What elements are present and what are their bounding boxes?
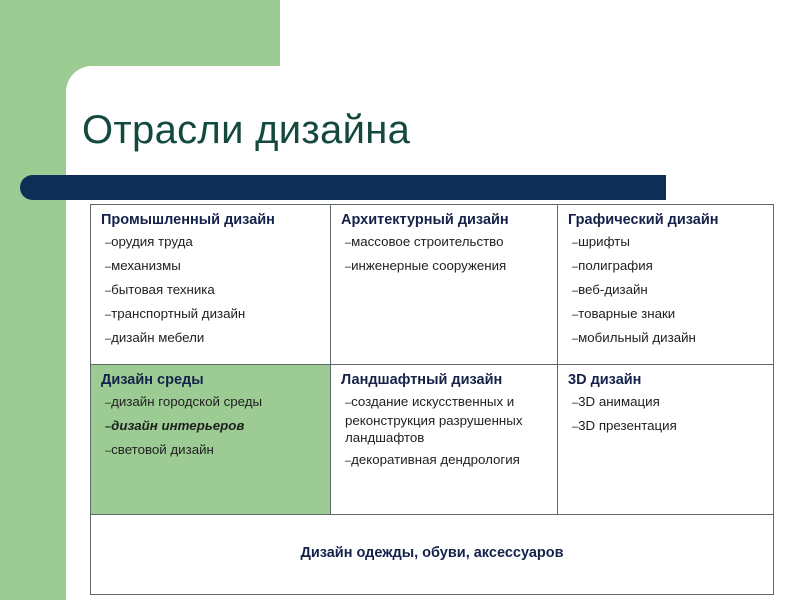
cell-environment-design xyxy=(91,365,331,515)
table-row xyxy=(91,515,774,595)
table-row xyxy=(91,365,774,515)
list-item: – веб-дизайн xyxy=(568,281,763,300)
list-item: – массовое строительство xyxy=(341,233,547,252)
cell-3d-design xyxy=(558,365,774,515)
list-item: – полиграфия xyxy=(568,257,763,276)
list-item: – дизайн городской среды xyxy=(101,393,320,412)
list-item: – орудия труда xyxy=(101,233,320,252)
list-item: – механизмы xyxy=(101,257,320,276)
footer-cell-text: Дизайн одежды, обуви, аксессуаров xyxy=(300,545,564,561)
design-fields-table xyxy=(90,204,774,595)
title-underline-bar xyxy=(20,175,666,200)
list-item: – шрифты xyxy=(568,233,763,252)
cell-title: Дизайн среды xyxy=(101,372,204,388)
cell-title: Графический дизайн xyxy=(568,212,719,228)
list-item: – товарные знаки xyxy=(568,305,763,324)
cell-industrial-design xyxy=(91,205,331,365)
list-item: – мобильный дизайн xyxy=(568,329,763,348)
list-item: – бытовая техника xyxy=(101,281,320,300)
cell-architectural-design xyxy=(331,205,558,365)
list-item: – дизайн интерьеров xyxy=(101,417,320,436)
slide-title: Отрасли дизайна xyxy=(82,108,411,152)
cell-title: 3D дизайн xyxy=(568,372,642,388)
list-item: – декоративная дендрология xyxy=(341,451,547,470)
cell-landscape-design xyxy=(331,365,558,515)
list-item: – инженерные сооружения xyxy=(341,257,547,276)
list-item: – создание искусственных и реконструкция разрушенных ландшафтов xyxy=(341,393,547,446)
list-item: – световой дизайн xyxy=(101,441,320,460)
cell-title: Ландшафтный дизайн xyxy=(341,372,503,388)
cell-fashion-design xyxy=(91,515,774,595)
cell-title: Архитектурный дизайн xyxy=(341,212,509,228)
list-item: – 3D анимация xyxy=(568,393,763,412)
list-item: – 3D презентация xyxy=(568,417,763,436)
table-row xyxy=(91,205,774,365)
cell-graphic-design xyxy=(558,205,774,365)
list-item: – дизайн мебели xyxy=(101,329,320,348)
green-left-strip xyxy=(0,0,66,600)
cell-title: Промышленный дизайн xyxy=(101,212,275,228)
list-item: – транспортный дизайн xyxy=(101,305,320,324)
